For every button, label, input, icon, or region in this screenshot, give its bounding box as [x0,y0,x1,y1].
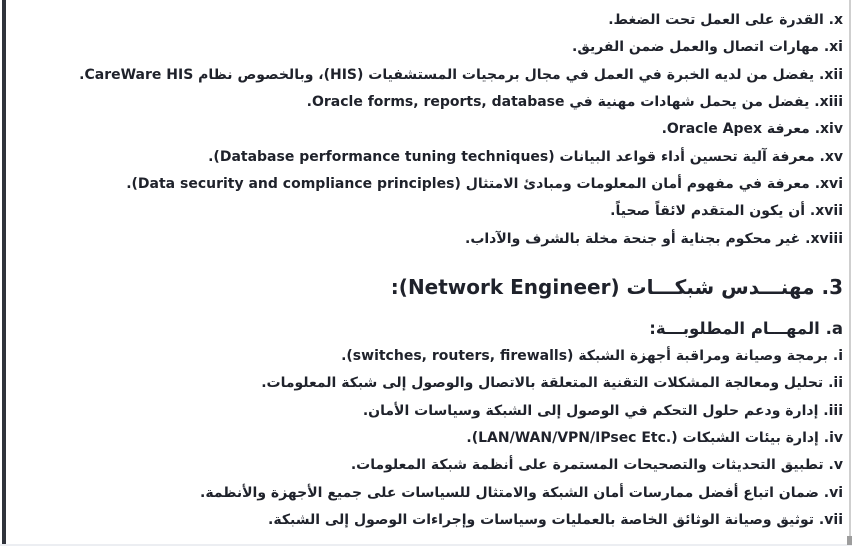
requirement-item: xvi. معرفة في مفهوم أمان المعلومات ومبادئ الامتثال (Data security and compliance principles). [126,176,843,193]
requirement-item: xii. يفضل من لديه الخبرة في العمل في مجال برمجيات المستشفيات (HIS)، وبالخصوص نظام CareWare HIS. [79,66,843,83]
requirement-item: xi. مهارات اتصال والعمل ضمن الفريق. [572,39,843,56]
task-item: vii. توثيق وصيانة الوثائق الخاصة بالعمليات وسياسات وإجراءات الوصول إلى الشبكة. [268,512,843,529]
section-heading-network-engineer: 3. مهنـــدس شبكـــات (Network Engineer): [390,275,843,300]
requirement-item: xv. معرفة آلية تحسين أداء قواعد البيانات (Database performance tuning techniques). [208,148,843,165]
document-body [14,7,843,535]
page-right-edge [849,0,851,546]
task-item: iii. إدارة ودعم حلول التحكم في الوصول إلى الشبكة وسياسات الأمان. [362,402,843,419]
requirement-item: xvii. أن يكون المتقدم لائقاً صحياً. [610,203,843,220]
task-item: iv. إدارة بيئات الشبكات (LAN/WAN/VPN/IPsec Etc.‎). [466,430,843,447]
task-item: ii. تحليل ومعالجة المشكلات التقنية المتعلقة بالاتصال والوصول إلى شبكة المعلومات. [261,375,843,392]
task-item: vi. ضمان اتباع أفضل ممارسات أمان الشبكة والامتثال للسياسات على جميع الأجهزة والأنظمة. [200,484,843,501]
subsection-heading-required-tasks: a. المهـــام المطلوبـــة: [649,319,843,339]
scrollbar-corner[interactable] [847,536,852,545]
requirement-item: xviii. غير محكوم بجناية أو جنحة مخلة بالشرف والآداب. [465,230,843,247]
task-item: i. برمجة وصيانة ومراقبة أجهزة الشبكة (switches, routers, firewalls). [341,348,843,365]
requirement-item: x. القدرة على العمل تحت الضغط. [608,12,843,28]
page-left-border [2,0,6,546]
requirement-item: xiv. معرفة Oracle Apex. [661,121,843,138]
requirement-item: xiii. يفضل من يحمل شهادات مهنية في Oracle forms, reports, database. [306,94,843,111]
task-item: v. تطبيق التحديثات والتصحيحات المستمرة على أنظمة شبكة المعلومات. [350,457,843,474]
